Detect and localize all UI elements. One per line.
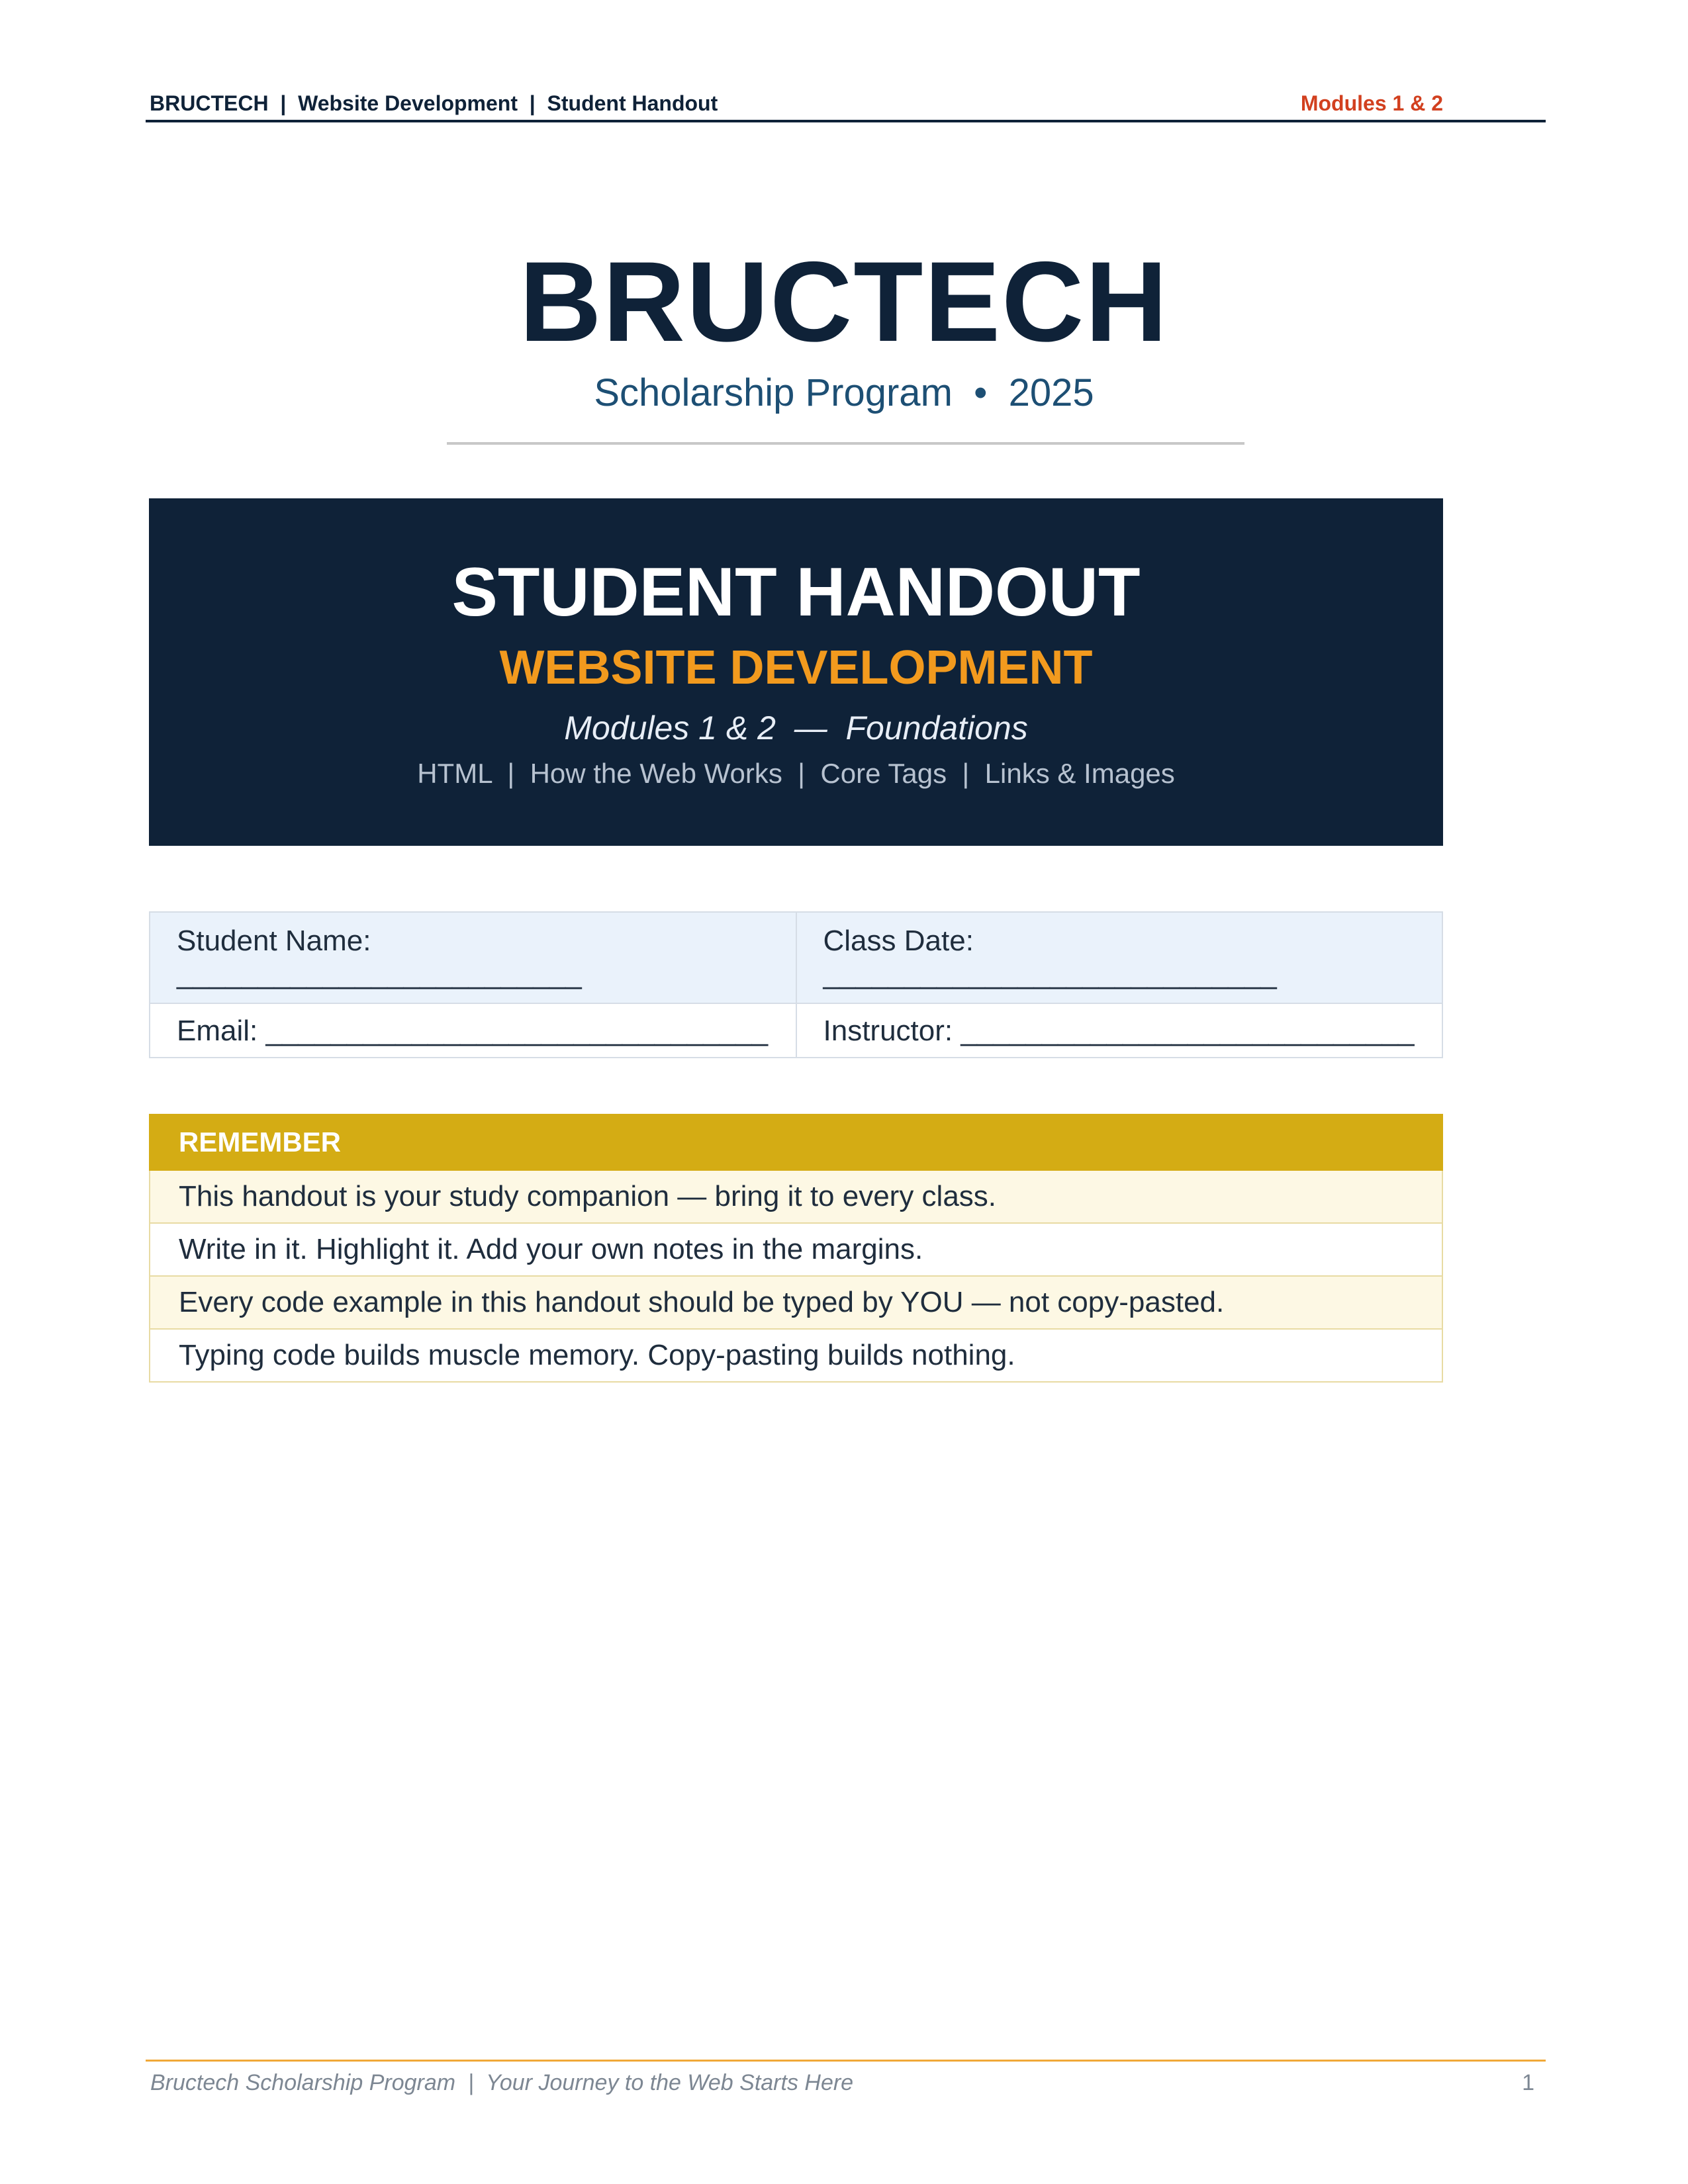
email-field[interactable]: Email: _______________________________ (150, 1003, 796, 1058)
remember-heading: REMEMBER (150, 1115, 1442, 1170)
header-modules: Modules 1 & 2 (1300, 91, 1443, 115)
student-info-table (149, 911, 1443, 1058)
brand-subtitle: Scholarship Program • 2025 (594, 371, 1094, 414)
title-banner (149, 498, 1443, 846)
instructor-field[interactable]: Instructor: ____________________________ (796, 1003, 1443, 1058)
banner-title: STUDENT HANDOUT (451, 554, 1141, 631)
remember-item: Write in it. Highlight it. Add your own notes in the margins. (150, 1223, 1442, 1276)
student-name-field[interactable]: Student Name: _________________________ (150, 912, 796, 1003)
running-header (146, 91, 1546, 122)
header-title: BRUCTECH | Website Development | Student Handout (150, 91, 718, 115)
remember-item: Every code example in this handout should be typed by YOU — not copy-pasted. (150, 1276, 1442, 1329)
banner-modules: Modules 1 & 2 — Foundations (564, 709, 1028, 747)
class-date-field[interactable] (796, 912, 1443, 1003)
brand-name: BRUCTECH (519, 238, 1169, 365)
remember-box (149, 1114, 1443, 1383)
banner-topics: HTML | How the Web Works | Core Tags | Links & Images (417, 758, 1175, 789)
page-number: 1 (1522, 2070, 1534, 2095)
footer-text: Bructech Scholarship Program | Your Journey to the Web Starts Here (150, 2070, 854, 2095)
banner-subtitle: WEBSITE DEVELOPMENT (499, 641, 1093, 694)
remember-item: This handout is your study companion — bring it to every class. (150, 1170, 1442, 1223)
brand-divider (447, 442, 1244, 445)
class-date-text: Class Date: ____________________________ (823, 925, 1277, 990)
footer-divider (146, 2060, 1546, 2062)
remember-item: Typing code builds muscle memory. Copy-pasting builds nothing. (150, 1329, 1442, 1382)
